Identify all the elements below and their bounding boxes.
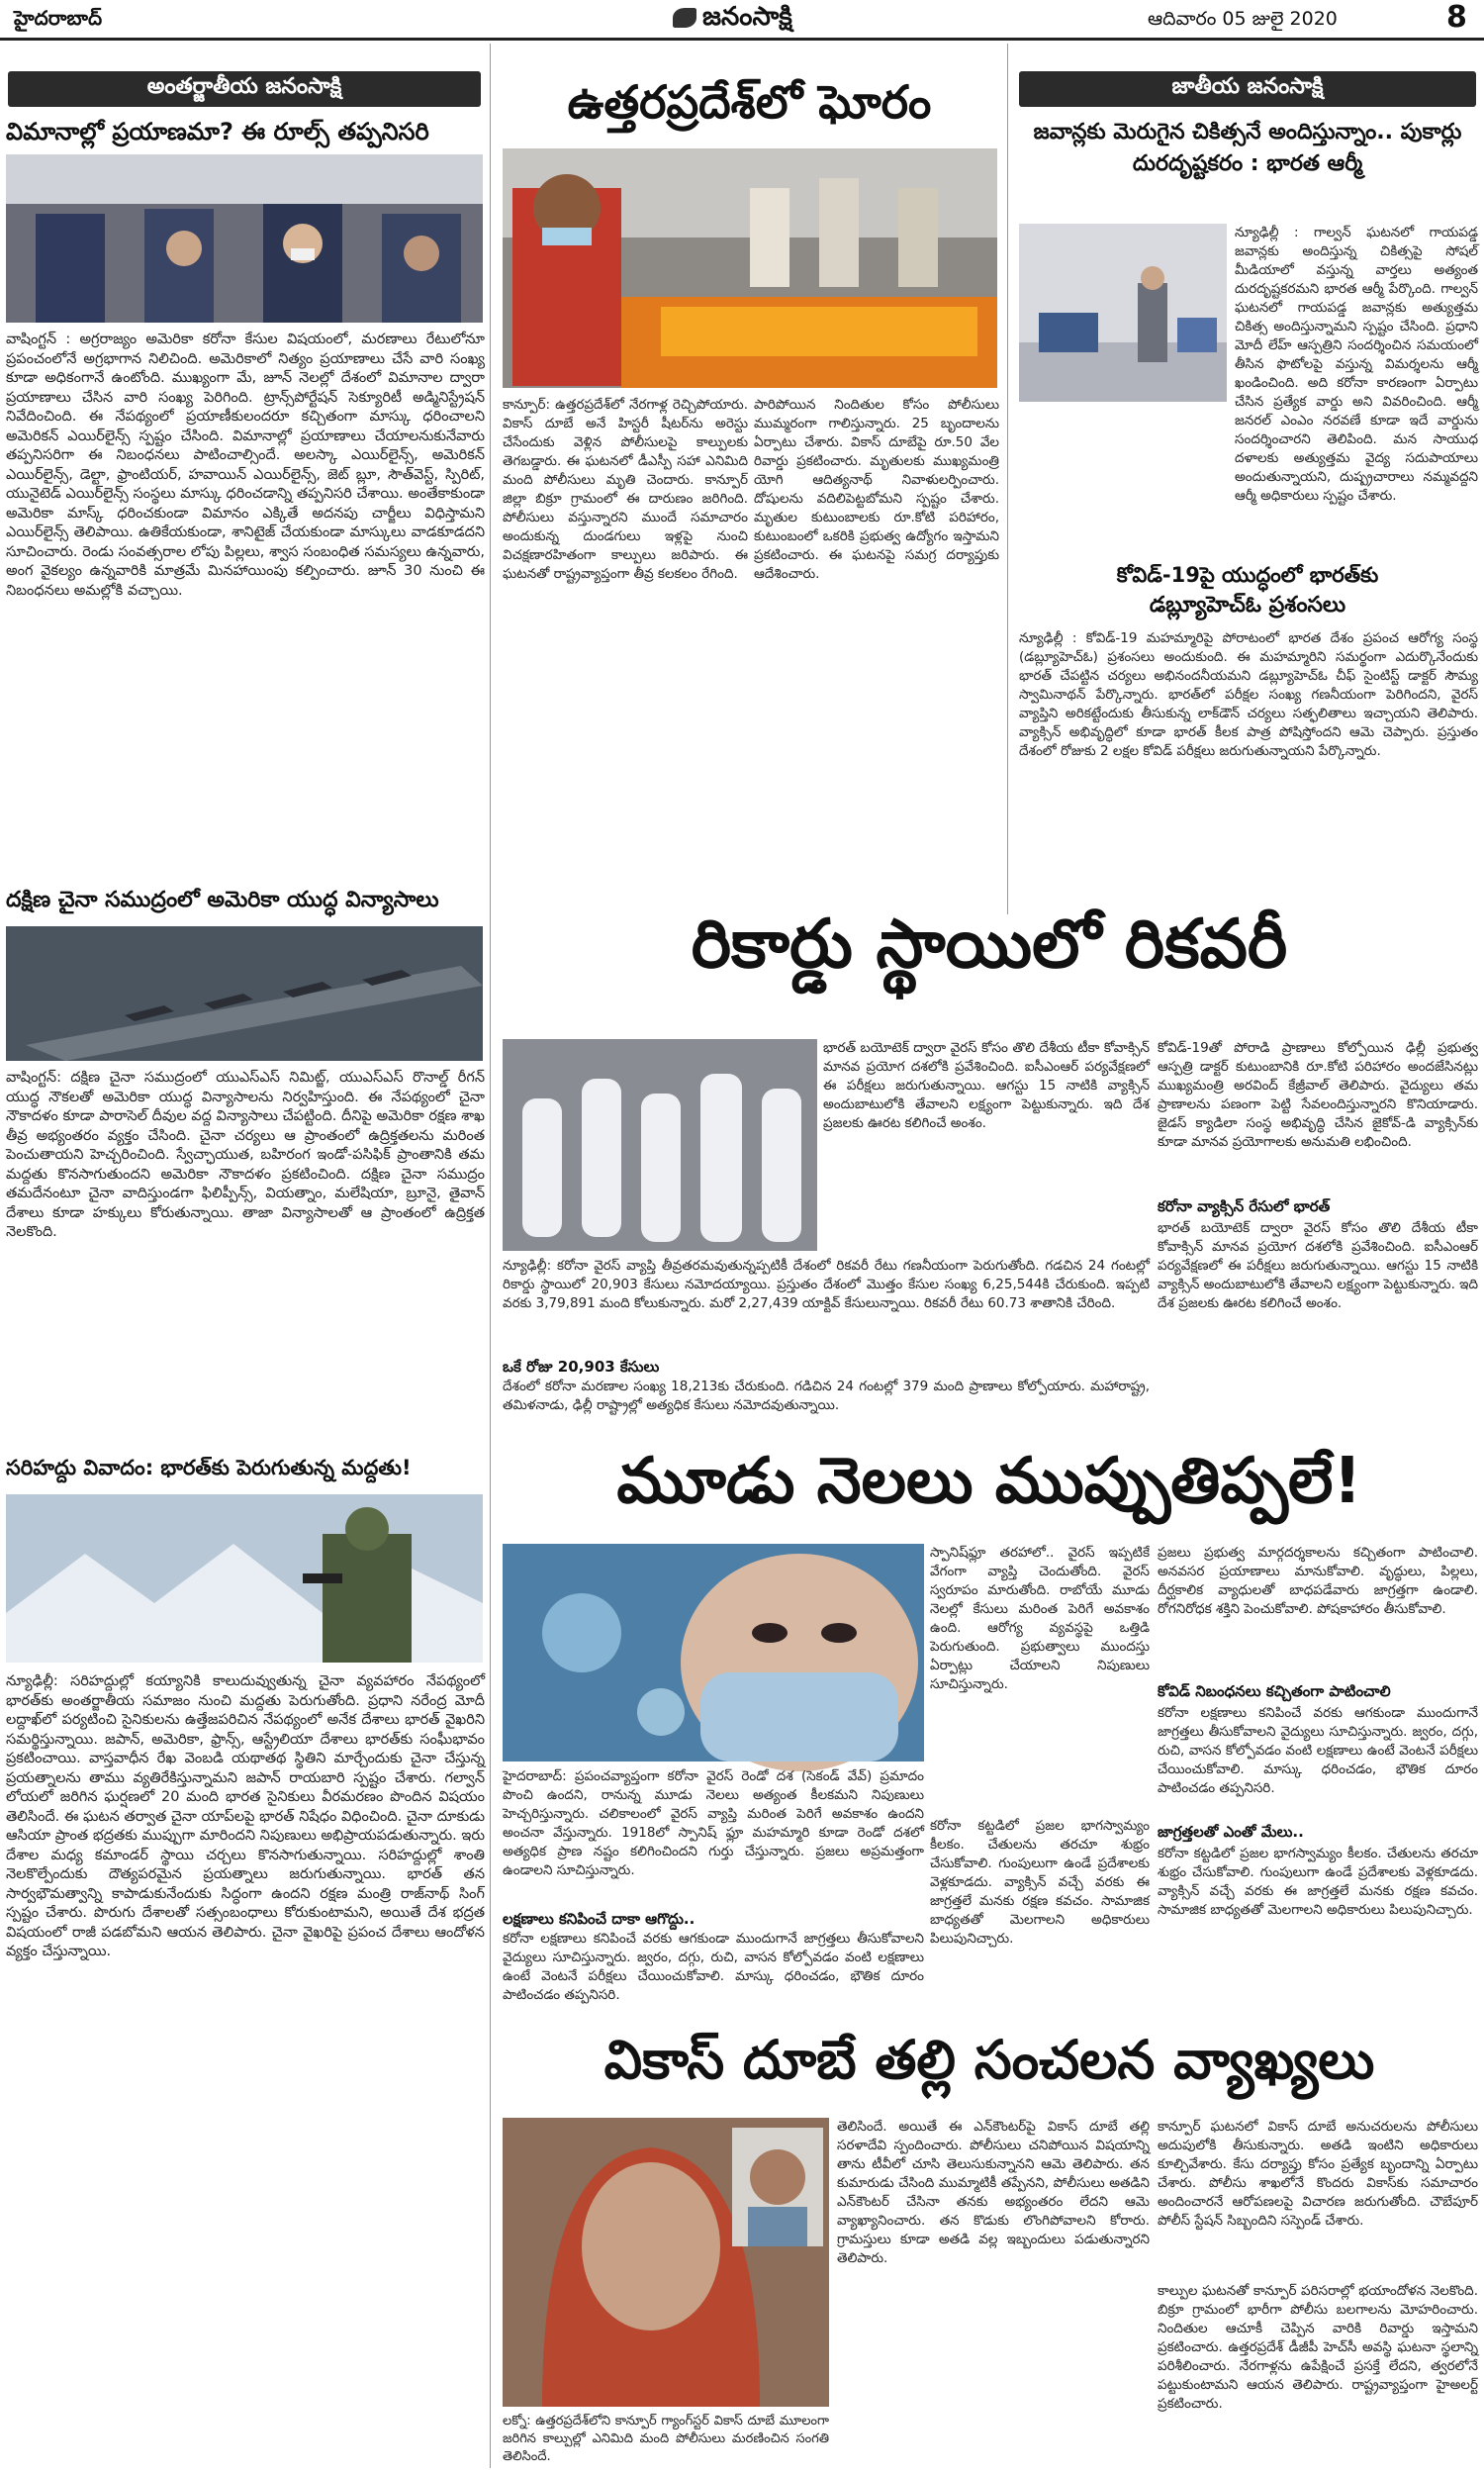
masthead-paper-name [673, 2, 792, 38]
national-section-banner: జాతీయ జనంసాక్షి [1019, 71, 1476, 107]
left-story3-headline: సరిహద్దు వివాదం: భారత్‌కు పెరుగుతున్న మద్దతు! [6, 1456, 412, 1479]
hospital-ward-photo [1019, 224, 1227, 402]
up-story-headline: ఉత్తరప్రదేశ్‌లో ఘోరం [567, 75, 932, 129]
recovery-body-4b: భారత్‌ బయోటెక్‌ ద్వారా వైరస్‌ కోసం తొలి దేశీయ టీకా కోవాక్సిన్‌ మానవ ప్రయోగ దశలోకి ప్రవేశించింది. ఐసీఎంఆర్ పర్యవేక్షణలో ఈ పరీక్షలు జరుగుతున్నాయి. ఆగస్టు 15 నాటికి వ్యాక్సిన్ అందుబాటులోకి తేవాలని లక్ష్యంగా పెట్టుకున్నారు. ఇది దేశ ప్రజలకు ఊరట కలిగించే అంశం. [1158, 1220, 1478, 1311]
recovery-body-3: భారత్‌ బయోటెక్‌ ద్వారా వైరస్‌ కోసం తొలి దేశీయ టీకా కోవాక్సిన్‌ మానవ ప్రయోగ దశలోకి ప్రవేశించింది. ఐసీఎంఆర్ పర్యవేక్షణలో ఈ పరీక్షలు జరుగుతున్నాయి. ఆగస్టు 15 నాటికి వ్యాక్సిన్ అందుబాటులోకి తేవాలని లక్ష్యంగా పెట్టుకున్నారు. ఇది దేశ ప్రజలకు ఊరట కలిగించే అంశం. [823, 1040, 1150, 1131]
three-months-body-1: హైదరాబాద్‌: ప్రపంచవ్యాప్తంగా కరోనా వైరస్ రెండో దశ (సెకండ్ వేవ్) ప్రమాదం పొంచి ఉందని, రానున్న మూడు నెలలు అత్యంత కీలకమని నిపుణులు హెచ్చరిస్తున్నారు. చలికాలంలో వైరస్ వ్యాప్తి మరింత పెరిగే అవకాశం ఉందని అంచనా వేస్తున్నారు. 1918లో స్పానిష్ ఫ్లూ మహమ్మారి కూడా రెండో దశలో అత్యధిక ప్రాణ నష్టం కలిగించిందని గుర్తు చేస్తున్నారు. ప్రజలు అప్రమత్తంగా ఉండాలని సూచిస్తున్నారు. [503, 1768, 924, 1878]
masthead-rule [0, 38, 1484, 41]
vikas-body-2: కాన్పూర్‌ ఘటనలో వికాస్ దూబే అనుచరులను పోలీసులు అదుపులోకి తీసుకున్నారు. అతడి ఇంటిని అధికారులు కూల్చివేశారు. కేసు దర్యాప్తు కోసం ప్రత్యేక బృందాన్ని ఏర్పాటు చేశారు. పోలీసు శాఖలోనే కొందరు వికాస్‌కు సమాచారం అందించారనే ఆరోపణలపై విచారణ జరుగుతోంది. చౌబేపూర్ పోలీస్ స్టేషన్ సిబ్బందిని సస్పెండ్ చేశారు. [1158, 2119, 1478, 2229]
three-months-body-3b: కరోనా కట్టడిలో ప్రజల భాగస్వామ్యం కీలకం. చేతులను తరచూ శుభ్రం చేసుకోవాలి. గుంపులుగా ఉండే ప్రదేశాలకు వెళ్లకూడదు. వ్యాక్సిన్ వచ్చే వరకు ఈ జాగ్రత్తలే మనకు రక్షణ కవచం. సామాజిక బాధ్యతతో మెలగాలని అధికారులు పిలుపునిచ్చారు. [930, 1818, 1150, 1947]
aircraft-carrier-photo [6, 926, 483, 1061]
up-story-body-2: పారిపోయిన నిందితుల కోసం పోలీసులు ముమ్మరంగా గాలిస్తున్నారు. 25 బృందాలను ఏర్పాటు చేశారు. వికాస్ దూబేపై రూ.50 వేల రివార్డు ప్రకటించారు. మృతులకు ముఖ్యమంత్రి యోగి ఆదిత్యనాథ్ నివాళులర్పించారు. దోషులను వదిలిపెట్టబోమని స్పష్టం చేశారు. మృతుల కుటుంబాలకు రూ.కోటి పరిహారం, కుటుంబంలో ఒకరికి ప్రభుత్వ ఉద్యోగం ఇస్తామని ప్రకటించారు. ఈ ఘటనపై సమగ్ర దర్యాప్తుకు ఆదేశించారు. [754, 397, 999, 582]
masthead-date: ఆదివారం 05 జులై 2020 [1148, 8, 1338, 30]
elderly-woman-photo [503, 2118, 829, 2407]
vikas-body-3: కాల్పుల ఘటనతో కాన్పూర్ పరిసరాల్లో భయాందోళన నెలకొంది. బిక్రూ గ్రామంలో భారీగా పోలీసు బలగాలను మోహరించారు. నిందితుల ఆచూకీ చెప్పిన వారికి రివార్డు ఇస్తామని ప్రకటించారు. ఉత్తరప్రదేశ్ డీజీపీ హెచ్‌సీ అవస్థి ఘటనా స్థలాన్ని పరిశీలించారు. నేరగాళ్లను ఉపేక్షించే ప్రసక్తే లేదని, త్వరలోనే పట్టుకుంటామని ఆయన తెలిపారు. రాష్ట్రవ్యాప్తంగా హైఅలర్ట్ ప్రకటించారు. [1158, 2283, 1478, 2412]
airplane-passengers-photo [6, 154, 483, 323]
up-story-body-1: కాన్పూర్‌: ఉత్తరప్రదేశ్‌లో నేరగాళ్ల రెచ్చిపోయారు. వికాస్ దూబే అనే హిస్టరీ షీటర్‌ను అరెస్టు చేసేందుకు వెళ్లిన పోలీసులపై కాల్పులకు తెగబడ్డారు. ఈ ఘటనలో డీఎస్పీ సహా ఎనిమిది మంది పోలీసులు మృతి చెందారు. కాన్పూర్ జిల్లా బిక్రూ గ్రామంలో ఈ దారుణం జరిగింది. పోలీసులు వస్తున్నారని ముందే సమాచారం అందుకున్న దుండగులు ఇళ్లపై నుంచి విచక్షణారహితంగా కాల్పులు జరిపారు. ఈ ఘటనతో రాష్ట్రవ్యాప్తంగా తీవ్ర కలకలం రేగింది. [503, 397, 748, 582]
right-story2-headline-line1: కోవిడ్‌-19పై యుద్ధంలో భారత్‌కు [1116, 563, 1379, 587]
recovery-body-2: దేశంలో కరోనా మరణాల సంఖ్య 18,213కు చేరుకుంది. గడిచిన 24 గంటల్లో 379 మంది ప్రాణాలు కోల్పోయారు. మహారాష్ట్ర, తమిళనాడు, ఢిల్లీ రాష్ట్రాల్లో అత్యధిక కేసులు నమోదవుతున్నాయి. [503, 1379, 1150, 1413]
masthead-city: హైదరాబాద్ [14, 6, 103, 30]
three-months-subhead-1: లక్షణాలు కనిపించే దాకా ఆగొద్దు.. [503, 1910, 696, 1928]
paper-name: జనంసాక్షి [702, 2, 792, 32]
funeral-mourning-photo [503, 148, 997, 388]
left-story1-headline: విమానాల్లో ప్రయాణమా? ఈ రూల్స్ తప్పనిసరి [6, 118, 429, 145]
page-number: 8 [1446, 0, 1467, 35]
right-story2-body: న్యూఢిల్లీ : కోవిడ్‌-19 మహమ్మారిపై పోరాటంలో భారత దేశం ప్రపంచ ఆరోగ్య సంస్థ (డబ్ల్యూహెచ్‌ఓ) ప్రశంసలు అందుకుంది. ఈ మహమ్మారిని సమర్థంగా ఎదుర్కొనేందుకు భారత్ చేపట్టిన చర్యలు అభినందనీయమని డబ్ల్యూహెచ్‌ఓ చీఫ్ సైంటిస్ట్ డాక్టర్ సౌమ్య స్వామినాథన్ పేర్కొన్నారు. భారత్‌లో పరీక్షల సంఖ్య గణనీయంగా పెరిగిందని, వైరస్ వ్యాప్తిని అరికట్టేందుకు తీసుకున్న లాక్‌డౌన్ చర్యలు సత్ఫలితాలు ఇచ్చాయని తెలిపారు. వ్యాక్సిన్ అభివృద్ధిలో కూడా భారత్ కీలక పాత్ర పోషిస్తోందని ఆమె చెప్పారు. ప్రస్తుతం దేశంలో రోజుకు 2 లక్షల కోవిడ్ పరీక్షలు జరుగుతున్నాయని పేర్కొన్నారు. [1019, 630, 1478, 759]
vikas-body-1: తెలిసిందే. అయితే ఈ ఎన్‌కౌంటర్‌పై వికాస్‌ దూబే తల్లి సరళాదేవి స్పందించారు. పోలీసులు చనిపోయిన విషయాన్ని తాను టీవీలో చూసి తెలుసుకున్నానని ఆమె తెలిపారు. తన కుమారుడు చేసింది ముమ్మాటికీ తప్పేనని, పోలీసులు అతడిని ఎన్‌కౌంటర్ చేసినా తనకు అభ్యంతరం లేదని ఆమె వ్యాఖ్యానించారు. తన కొడుకు లొంగిపోవాలని కోరారు. గ్రామస్తులు కూడా అతడి వల్ల ఇబ్బందులు పడుతున్నారని తెలిపారు. [837, 2119, 1150, 2266]
three-months-body-5: కరోనా కట్టడిలో ప్రజల భాగస్వామ్యం కీలకం. చేతులను తరచూ శుభ్రం చేసుకోవాలి. గుంపులుగా ఉండే ప్రదేశాలకు వెళ్లకూడదు. వ్యాక్సిన్ వచ్చే వరకు ఈ జాగ్రత్తలే మనకు రక్షణ కవచం. సామాజిక బాధ్యతతో మెలగాలని అధికారులు పిలుపునిచ్చారు. [1158, 1846, 1478, 1918]
three-months-subhead-3: జాగ్రత్తలతో ఎంతో మేలు.. [1158, 1823, 1304, 1841]
right-story1-body: న్యూఢిల్లీ : గాల్వన్ ఘటనలో గాయపడ్డ జవాన్లకు అందిస్తున్న చికిత్సపై సోషల్ మీడియాలో వస్తున్న వార్తలు అత్యంత దురదృష్టకరమని భారత ఆర్మీ పేర్కొంది. గాల్వన్ ఘటనలో గాయపడ్డ జవాన్లకు అత్యుత్తమ చికిత్స అందిస్తున్నామని స్పష్టం చేసింది. ప్రధాని మోదీ లేహ్ ఆస్పత్రిని సందర్శించిన సమయంలో తీసిన ఫొటోలపై వస్తున్న విమర్శలను ఆర్మీ ఖండించింది. అది కరోనా కారణంగా ఏర్పాటు చేసిన ప్రత్యేక వార్డు అని వివరించింది. ఆర్మీ జనరల్ ఎంఎం నరవణే కూడా ఇదే వార్డును సందర్శించారని తెలిపింది. మన సాయుధ దళాలకు అత్యుత్తమ వైద్య సదుపాయాలు అందుతున్నాయని, దుష్ప్రచారాలు నమ్మవద్దని ఆర్మీ అధికారులు స్పష్టం చేశారు. [1235, 225, 1478, 504]
right-story2-headline-line2: డబ్ల్యూహెచ్‌ఓ ప్రశంసలు [1149, 593, 1346, 618]
three-months-subhead-2: కోవిడ్ నిబంధనలు కచ్చితంగా పాటించాలి [1158, 1682, 1391, 1700]
vikas-photo-caption: లక్నో: ఉత్తరప్రదేశ్‌లోని కాన్పూర్‌ గ్యాంగ్‌స్టర్‌ వికాస్‌ దూబే మూలంగా జరిగిన కాల్పుల్లో ఎనిమిది మంది పోలీసులు మరణించిన సంగతి తెలిసిందే. [503, 2414, 829, 2464]
recovery-subhead-2: కరోనా వ్యాక్సిన్ రేసులో భారత్ [1158, 1197, 1331, 1215]
left-story2-headline: దక్షిణ చైనా సముద్రంలో అమెరికా యుద్ధ విన్యాసాలు [6, 888, 439, 912]
three-months-body-2: కరోనా లక్షణాలు కనిపించే వరకు ఆగకుండా ముందుగానే జాగ్రత్తలు తీసుకోవాలని వైద్యులు సూచిస్తున్నారు. జ్వరం, దగ్గు, రుచి, వాసన కోల్పోవడం వంటి లక్షణాలు ఉంటే వెంటనే పరీక్షలు చేయించుకోవాలి. మాస్కు ధరించడం, భౌతిక దూరం పాటించడం తప్పనిసరి. [503, 1931, 924, 2003]
ppe-health-workers-photo [503, 1039, 817, 1251]
column-divider-right [1007, 44, 1008, 914]
left-story1-body: వాషింగ్టన్ : అగ్రరాజ్యం అమెరికా కరోనా కేసుల విషయంలో, మరణాలు రేటులోనూ ప్రపంచంలోనే అగ్రభాగాన నిలిచింది. అమెరికాలో నిత్యం ప్రయాణాలు చేసే వారి సంఖ్య కూడా అధికంగానే ఉంటోంది. ముఖ్యంగా మే, జూన్ నెలల్లో దేశంలో విమానాల ద్వారా ప్రయాణాలు చేసిన వారి సంఖ్య పెరిగింది. ట్రాన్స్‌పోర్టేషన్ సెక్యూరిటీ అడ్మినిస్ట్రేషన్ నివేదించింది. ఈ నేపథ్యంలో ప్రయాణీకులందరూ కచ్చితంగా మాస్కు ధరించాలని అమెరికన్ ఎయిర్‌లైన్స్ స్పష్టం చేసింది. విమానాల్లో ప్రయాణాలు చేయాలనుకునేవారు తప్పనిసరిగా ఈ నిబంధనలు పాటించాల్సిందే. అలస్కా ఎయిర్‌లైన్స్, అమెరికన్ ఎయిర్‌లైన్స్, డెల్టా, ఫ్రాంటియర్, హవాయిన్ ఎయిర్‌లైన్స్, జెట్ బ్లూ, సౌత్‌వెస్ట్, స్పిరిట్, యునైటెడ్ ఎయిర్‌లైన్స్ సంస్థలు మాస్కు ధరించడాన్ని తప్పనిసరి చేశాయి. అంతేకాకుండా అమెరికా మాస్క్ ధరించకుండా విమానం ఎక్కితే అదనపు చార్జీలు విధిస్తామని ఎయిర్‌లైన్స్ తెలిపాయి. ఉతికేయకుండా, శానిటైజ్ చేయకుండా మాస్కులు వాడకూడదని సూచించారు. రెండు సంవత్సరాల లోపు పిల్లలు, శ్వాస సంబంధిత సమస్యలు ఉన్నవారు, అంగ వైకల్యం ఉన్నవారికి మాత్రమే మినహాయింపు కల్పించారు. జూన్ 30 నుంచి ఈ నిబంధనలు అమల్లోకి వచ్చాయి. [6, 332, 485, 599]
three-months-body-4b: కరోనా లక్షణాలు కనిపించే వరకు ఆగకుండా ముందుగానే జాగ్రత్తలు తీసుకోవాలని వైద్యులు సూచిస్తున్నారు. జ్వరం, దగ్గు, రుచి, వాసన కోల్పోవడం వంటి లక్షణాలు ఉంటే వెంటనే పరీక్షలు చేయించుకోవాలి. మాస్కు ధరించడం, భౌతిక దూరం పాటించడం తప్పనిసరి. [1158, 1705, 1478, 1796]
soldier-mountains-photo [6, 1494, 483, 1663]
three-months-body-3: స్పానిష్‌ఫ్లూ తరహాలో.. వైరస్ ఇప్పటికే వేగంగా వ్యాప్తి చెందుతోంది. వైరస్ స్వరూపం మారుతోంది. రాబోయే మూడు నెలల్లో కేసులు మరింత పెరిగే అవకాశం ఉంది. ఆరోగ్య వ్యవస్థపై ఒత్తిడి పెరుగుతుంది. ప్రభుత్వాలు ముందస్తు ఏర్పాట్లు చేయాలని నిపుణులు సూచిస్తున్నారు. [930, 1545, 1150, 1692]
recovery-subhead-1: ఒకే రోజు 20,903 కేసులు [503, 1358, 660, 1376]
three-months-headline: మూడు నెలలు ముప్పుతిప్పలే! [616, 1445, 1362, 1518]
recovery-body-1: న్యూఢిల్లీ: కరోనా వైరస్ వ్యాప్తి తీవ్రతరమవుతున్నప్పటికీ దేశంలో రికవరీ రేటు గణనీయంగా పెరుగుతోంది. గడచిన 24 గంటల్లో రికార్డు స్థాయిలో 20,903 కేసులు నమోదయ్యాయి. ప్రస్తుతం దేశంలో మొత్తం కేసుల సంఖ్య 6,25,544కి చేరుకుంది. ఇప్పటి వరకు 3,79,891 మంది కోలుకున్నారు. మరో 2,27,439 యాక్టివ్ కేసులున్నాయి. రికవరీ రేటు 60.73 శాతానికి చేరింది. [503, 1258, 1150, 1311]
vikas-headline: వికాస్‌ దూబే తల్లి సంచలన వ్యాఖ్యలు [603, 2029, 1375, 2091]
newspaper-logo-icon [673, 8, 696, 28]
right-story1-headline: జవాన్లకు మెరుగైన చికిత్సనే అందిస్తున్నాం.. పుకార్లు దురదృష్టకరం : భారత ఆర్మీ [1033, 120, 1462, 176]
column-divider-left [490, 44, 491, 2468]
international-section-banner: అంతర్జాతీయ జనంసాక్షి [8, 71, 481, 107]
three-months-body-4: ప్రజలు ప్రభుత్వ మార్గదర్శకాలను కచ్చితంగా పాటించాలి. అనవసర ప్రయాణాలు మానుకోవాలి. వృద్ధులు, పిల్లలు, దీర్ఘకాలిక వ్యాధులతో బాధపడేవారు జాగ్రత్తగా ఉండాలి. రోగనిరోధక శక్తిని పెంచుకోవాలి. పోషకాహారం తీసుకోవాలి. [1158, 1545, 1478, 1617]
recovery-body-4: కోవిడ్‌-19తో పోరాడి ప్రాణాలు కోల్పోయిన ఢిల్లీ ప్రభుత్వ ఆస్పత్రి డాక్టర్ కుటుంబానికి రూ.కోటి పరిహారం అందజేసినట్లు ముఖ్యమంత్రి అరవింద్ కేజ్రీవాల్ తెలిపారు. వైద్యులు తమ ప్రాణాలను పణంగా పెట్టి సేవలందిస్తున్నారని కొనియాడారు. జైడస్ క్యాడిలా సంస్థ అభివృద్ధి చేసిన జైకోవ్-డి వ్యాక్సిన్‌కు కూడా మానవ ప్రయోగాలకు అనుమతి లభించింది. [1158, 1040, 1478, 1150]
left-story3-body: న్యూఢిల్లీ: సరిహద్దుల్లో కయ్యానికి కాలుదువ్వుతున్న చైనా వ్యవహారం నేపథ్యంలో భారత్‌కు అంతర్జాతీయ సమాజం నుంచి మద్దతు పెరుగుతోంది. ప్రధాని నరేంద్ర మోదీ లద్దాఖ్‌లో పర్యటించి సైనికులను ఉత్తేజపరిచిన నేపథ్యంలో అనేక దేశాలు భారత్ వైఖరిని సమర్థిస్తున్నాయి. జపాన్, అమెరికా, ఫ్రాన్స్, ఆస్ట్రేలియా దేశాలు భారత్‌కు సంఘీభావం ప్రకటించాయి. వాస్తవాధీన రేఖ వెంబడి యథాతథ స్థితిని మార్చేందుకు చైనా చేస్తున్న ప్రయత్నాలను తాము వ్యతిరేకిస్తున్నామని జపాన్ రాయబారి స్పష్టం చేశారు. గల్వాన్ లోయలో జరిగిన ఘర్షణలో 20 మంది భారత సైనికులు వీరమరణం పొందిన విషయం తెలిసిందే. ఈ ఘటన తర్వాత చైనా యాప్‌లపై భారత్ నిషేధం విధించింది. చైనా దూకుడు ఆసియా ప్రాంత భద్రతకు ముప్పుగా మారిందని నిపుణులు అభిప్రాయపడుతున్నారు. ఇరు దేశాల మధ్య కమాండర్ స్థాయి చర్చలు కొనసాగుతున్నాయి. సరిహద్దుల్లో శాంతి నెలకొల్పేందుకు దౌత్యపరమైన ప్రయత్నాలు జరుగుతున్నాయి. భారత్ తన సార్వభౌమత్వాన్ని కాపాడుకునేందుకు సిద్ధంగా ఉందని రక్షణ మంత్రి రాజ్‌నాథ్ సింగ్ స్పష్టం చేశారు. పొరుగు దేశాలతో సత్సంబంధాలు కోరుకుంటామని, అయితే దేశ భద్రత విషయంలో రాజీ పడబోమని ఆయన తెలిపారు. చైనా వైఖరిపై ప్రపంచ దేశాలు ఆందోళన వ్యక్తం చేస్తున్నాయి. [6, 1673, 485, 1959]
left-story2-body: వాషింగ్టన్‌: దక్షిణ చైనా సముద్రంలో యుఎస్ఎస్ నిమిట్జ్, యుఎస్ఎస్ రొనాల్డ్ రీగన్ యుద్ధ నౌకలతో అమెరికా యుద్ధ విన్యాసాలను నిర్వహిస్తుంది. ఈ నేపథ్యంలో చైనా నౌకాదళం కూడా పారాసెల్ దీవుల వద్ద విన్యాసాలు చేపట్టింది. దీనిపై అమెరికా రక్షణ శాఖ తీవ్ర అభ్యంతరం వ్యక్తం చేసింది. చైనా చర్యలు ఆ ప్రాంతంలో ఉద్రిక్తతలను మరింత పెంచుతాయని హెచ్చరించింది. స్వేచ్ఛాయుత, బహిరంగ ఇండో-పసిఫిక్ ప్రాంతానికి తమ మద్దతు కొనసాగుతుందని అమెరికా నౌకాదళం ప్రకటించింది. దక్షిణ చైనా సముద్రం తమదేనంటూ చైనా వాదిస్తుండగా ఫిలిప్పీన్స్, వియత్నాం, మలేషియా, బ్రూనై, తైవాన్ దేశాలు కూడా హక్కులు కోరుతున్నాయి. తాజా విన్యాసాలతో ఆ ప్రాంతంలో ఉద్రిక్తత నెలకొంది. [6, 1070, 485, 1240]
recovery-headline: రికార్డు స్థాయిలో రికవరీ [691, 905, 1288, 984]
woman-face-mask-photo [503, 1544, 924, 1761]
